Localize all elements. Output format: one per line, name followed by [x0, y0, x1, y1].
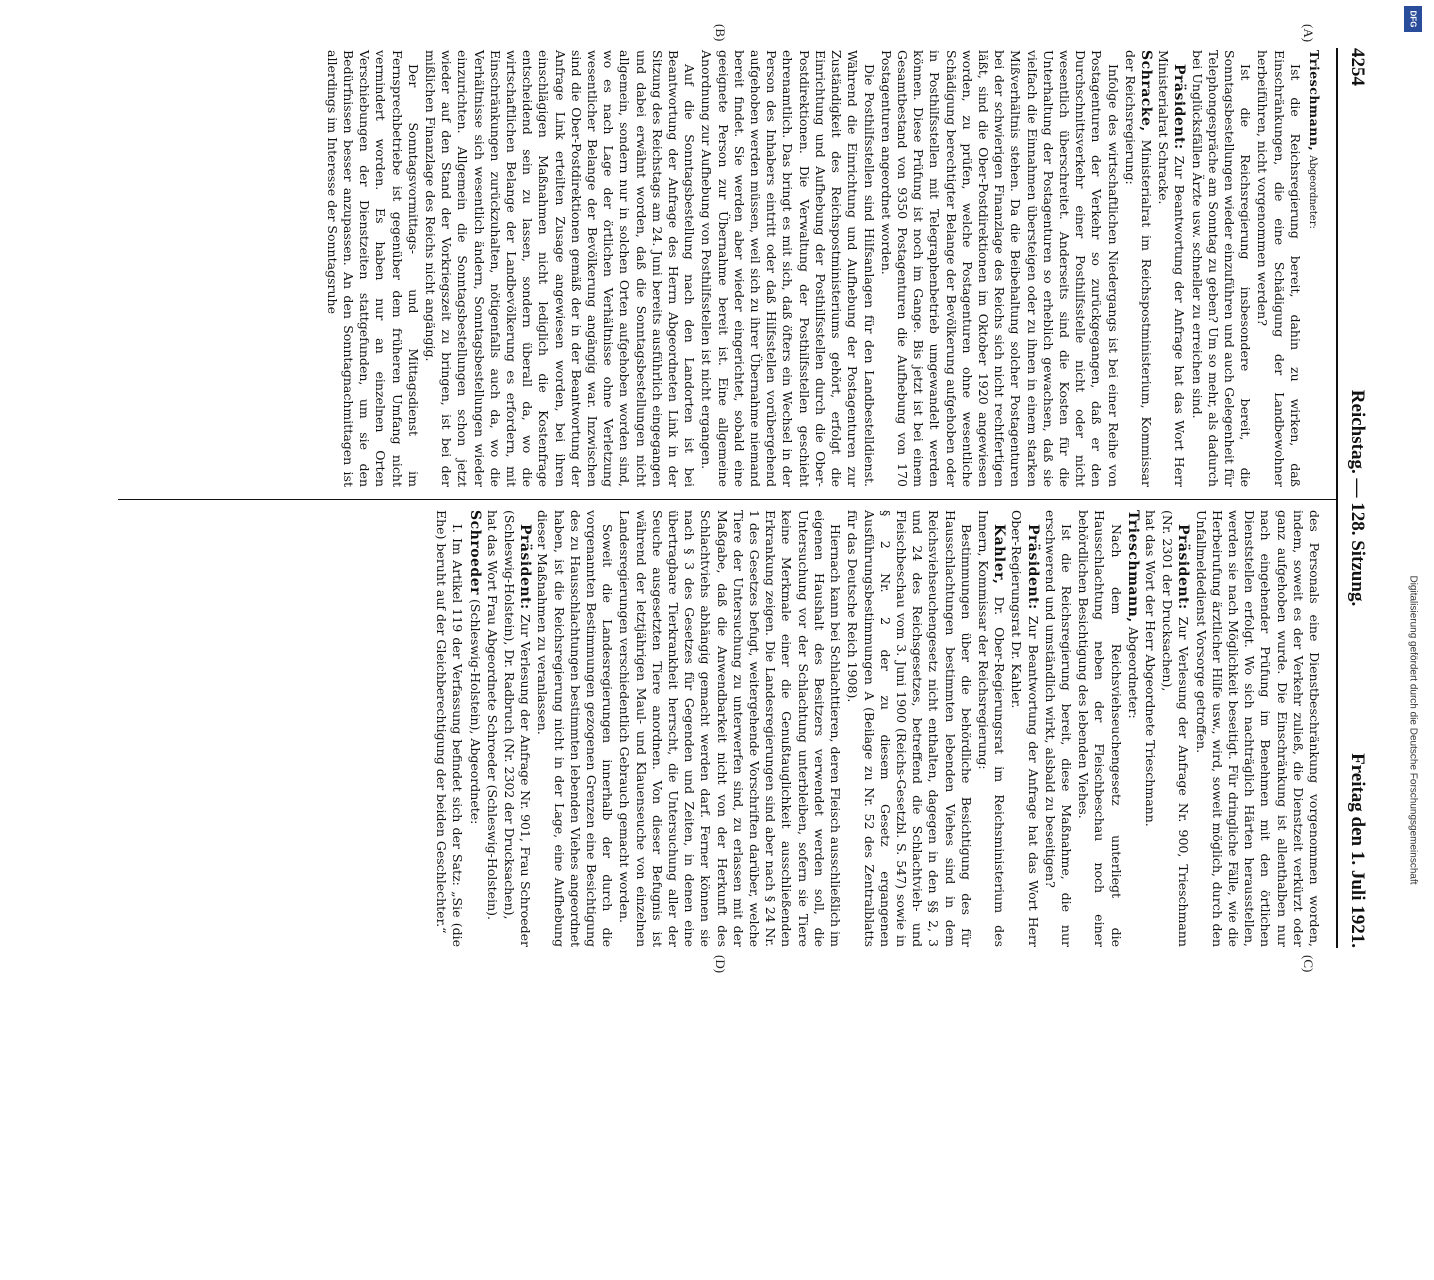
answer-paragraph: Bestimmungen über die behördliche Besichtigung des für Hausschlachtungen bestimmten lebenden Viehes sind in dem Reichsviehseuchengesetz nicht enthalten, dagegen in den §§ 2, 3 und 24 des Reichsgesetzes, betreffend die Schlachtvieh- und Fleischbeschau vom 3. Juni 1900 (Reichs-Gesetzbl. S. 547) sowie in § 2 Nr. 2 der zu diesem Gesetz ergangenen Ausführungsbestimmungen A (Beilage zu Nr. 52 des Zentralblatts für das Deutsche Reich 1908). [845, 510, 974, 947]
speaker-role: Abgeordneter: [1307, 155, 1318, 229]
question-paragraph: I. Im Artikel 119 der Verfassung befindet sich der Satz: „Sie (die Ehe) beruht auf der Gleichberechtigung der beiden Geschlechter.“ [434, 510, 466, 947]
speaker-role: Abgeordneter: [1125, 626, 1141, 719]
answer-paragraph: Die Posthilfsstellen sind Hilfsanlagen für den Landbestelldienst. Während die Einrichtung und Aufhebung der Postagenturen zur Zuständigkeit des Reichspostministeriums gehört, erfolgt die Einrichtung und Aufhebung der Posthilfsstellen durch die Ober-Postdirektionen. Die Verwaltung der Posthilfsstellen geschieht ehrenamtlich. Das bringt es mit sich, daß öfters ein Wechsel in der Person des Inhabers eintritt oder daß Hilfsstellen vorübergehend aufgehoben werden müssen, weil sich zu ihrer Übernahme niemand bereit findet. Sie werden aber wieder eingerichtet, sobald eine geeignete Person zur Übernahme bereit ist. Eine allgemeine Anordnung zur Aufhebung von Posthilfsstellen ist nicht ergangen. [699, 50, 877, 487]
president-line [501, 510, 533, 947]
answer-speaker: Kahler, [991, 524, 1008, 585]
answer-role: Dr. Ober-Regierungsrat im Reichsministerium des Innern, Kommissar der Reichsregierung: [975, 510, 1008, 947]
margin-letter-b: (B) [713, 24, 728, 42]
answer-paragraph: Hiernach kann bei Schlachttieren, deren Fleisch ausschließlich im eigenen Haushalt des Besitzers verwendet werden soll, die Untersuchung vor der Schlachtung unterbleiben, sofern sie Tiere keine Merkmale einer die Genußtauglichkeit ausschließenden Erkrankung zeigen. Die Landesregierungen sind aber nach § 24 Nr. 1 des Gesetzes befugt, weitergehende Vorschriften darüber, welche Tiere der Untersuchung zu unterwerfen sind, zu erlassen mit der Maßgabe, daß die Anwendbarkeit nicht von der Herkunft des Schlachtviehs abhängig gemacht werden darf. Ferner können sie nach § 3 des Gesetzes für Gegenden und Zeiten, in denen eine übertragbare Tierkrankheit herrscht, die Untersuchung aller der Seuche ausgesetzten Tiere anordnen. Von dieser Befugnis ist während der letztjährigen Maul- und Klauenseuche von einzelnen Landesregierungen verschiedentlich Gebrauch gemacht worden. [617, 510, 844, 947]
president-text: Zur Beantwortung der Anfrage hat das Wort Herr Ober-Regierungsrat Dr. Kahler. [1009, 510, 1041, 947]
session-title: Reichstag. — 128. Sitzung. [1347, 389, 1368, 607]
right-column [432, 510, 1322, 947]
header-rule [1336, 48, 1338, 948]
margin-letter-c: (C) [1301, 955, 1316, 973]
question-paragraph: Nach dem Reichsviehseuchengesetz unterliegt die Hausschlachtung neben der Fleischbeschau noch einer behördlichen Besichtigung des lebenden Viehes. [1076, 510, 1124, 947]
speaker-name: Schroeder [466, 510, 483, 596]
president-text: Zur Verlesung der Anfrage Nr. 901, Frau Schroeder (Schleswig-Holstein), Dr. Radbruch (Nr. 2302 der Drucksachen), [502, 510, 534, 947]
president-label: Präsident: [1024, 524, 1041, 610]
speaker-line [1304, 50, 1322, 487]
question-paragraph: Ist die Reichsregierung insbesondere bereit, die Sonntagsbestellungen wieder einzuführen und auch Gelegenheit für Telephongespräche am Sonntag zu geben? Um so mehr, als dadurch bei Unglücksfällen Ärzte usw. schneller zu erreichen sind. [1189, 50, 1254, 487]
question-paragraph: Ist die Reichsregierung bereit, diese Maßnahme, die nur erschwerend und umständlich wirkt, alsbald zu beseitigen? [1042, 510, 1074, 947]
session-date: Freitag den 1. Juli 1921. [1347, 753, 1368, 948]
page-header [1338, 48, 1368, 948]
answer-speaker-line [1122, 50, 1154, 487]
digitization-credit [1406, 180, 1420, 1280]
president-continuation: hat das Wort Frau Abgeordnete Schroeder (Schleswig-Holstein). [484, 510, 500, 920]
answer-speaker: Schracke, [1137, 50, 1154, 132]
speaker-role: (Schleswig-Holstein), Abgeordnete: [467, 599, 483, 825]
president-continuation: hat das Wort der Herr Abgeordnete Trieschmann. [1142, 510, 1158, 827]
president-line [1159, 510, 1191, 947]
speaker-line [466, 510, 482, 947]
margin-letter-d: (D) [713, 955, 728, 974]
page-number: 4254 [1347, 48, 1368, 86]
president-label: Präsident: [1171, 64, 1188, 150]
dfg-logo-icon [1404, 6, 1422, 32]
president-text: Zur Verlesung der Anfrage Nr. 900, Trieschmann (Nr. 2301 der Drucksachen), [1160, 510, 1192, 947]
president-line [1008, 510, 1040, 947]
credit-text: Digitalisierung gefördert durch die Deutsche Forschungsgemeinschaft [1407, 575, 1419, 885]
continued-paragraph: des Personals eine Dienstbeschränkung vorgenommen worden, indem, soweit es der Verkehr zuließ, die Dienstzeit verkürzt oder ganz aufgehoben wurde. Die Einschränkung ist allenthalben nur nach eingehender Prüfung im Benehmen mit den örtlichen Dienststellen erfolgt. Wo sich nachträglich Härten herausstellen, werden sie nach Möglichkeit beseitigt. Für dringliche Fälle, wie die Herbeirufung ärztlicher Hilfe usw., wird, soweit möglich, durch den Unfallmeldedienst Vorsorge getroffen. [1193, 510, 1322, 947]
margin-letter-a: (A) [1301, 24, 1316, 43]
answer-paragraph: Infolge des wirtschaftlichen Niedergangs ist bei einer Reihe von Postagenturen der Verkehr so zurückgegangen, daß er den Durchschnittsverkehr einer Posthilfsstelle nicht oder nicht wesentlich überschreitet. Anderseits sind die Kosten für die Unterhaltung der Postagenturen so erheblich gewachsen, daß sie vielfach die Einnahmen übersteigen oder zu ihnen in einem starken Mißverhältnis stehen. Da die Beibehaltung solcher Postagenturen bei der schwierigen Finanzlage des Reichs sich nicht rechtfertigen läßt, sind die Ober-Postdirektionen im Oktober 1920 angewiesen worden, zu prüfen, welche Postagenturen ohne wesentliche Schädigung berechtigter Belange der Bevölkerung aufgehoben oder in Posthilfsstellen mit Telegraphenbetrieb umgewandelt werden können. Diese Prüfung ist noch im Gange. Bis jetzt ist bei einem Gesamtbestand von 9350 Postagenturen die Aufhebung von 170 Postagenturen angeordnet worden. [878, 50, 1121, 487]
dfg-logo-text: DFG [1408, 10, 1418, 28]
president-label: Präsident: [1175, 524, 1192, 610]
speaker-line [1125, 510, 1141, 947]
column-divider [118, 499, 1336, 500]
answer-paragraph: Soweit die Landesregierungen innerhalb der durch die vorgenannten Bestimmungen gezogenen Grenzen eine Besichtigung des zu Hausschlachtungen bestimmten lebenden Viehes angeordnet haben, ist die Reichsregierung nicht in der Lage, eine Aufhebung dieser Maßnahmen zu veranlassen. [535, 510, 616, 947]
question-paragraph: Ist die Reichsregierung bereit, dahin zu wirken, daß Einschränkungen, die eine Schädigung der Landbewohner herbeiführen, nicht vorgenommen werden? [1255, 50, 1303, 487]
president-label: Präsident: [517, 524, 534, 610]
answer-role: Ministerialrat im Reichspostministerium, Kommissar der Reichsregierung: [1122, 50, 1154, 487]
answer-paragraph: Auf die Sonntagsbestellung nach den Landorten ist bei Beantwortung der Anfrage des Herrn Abgeordneten Link in der Sitzung des Reichstags am 24. Juni bereits ausführlich eingegangen und dabei erwähnt worden, daß die Sonntagsbestellungen nicht allgemein, sondern nur in solchen Orten aufgehoben worden sind, wo es nach Lage der örtlichen Verhältnisse ohne Verletzung wesentlicher Belange der Bevölkerung angängig war. Inzwischen sind die Ober-Postdirektionen gemäß der in der Beantwortung der Anfrage Link erteilten Zusage angewiesen worden, bei ihren einschlägigen Maßnahmen nicht lediglich die Kostenfrage entscheidend sein zu lassen, sondern überall da, wo die wirtschaftlichen Belange der Landbevölkerung es erfordern, mit Einschränkungen zurückzuhalten, nötigenfalls auch da, wo die Verhältnisse sich wesentlich ändern, Sonntagsbestellungen wieder einzurichten. Allgemein die Sonntagsbestellungen schon jetzt wieder auf den Stand der Vorkriegszeit zu bringen, ist bei der mißlichen Finanzlage des Reichs nicht angängig. [423, 50, 698, 487]
speaker-name: Trieschmann, [1307, 50, 1322, 152]
left-column [323, 50, 1322, 487]
answer-paragraph: Der Sonntagsvormittags- und Mittagsdienst im Fernsprechbetriebe ist gegenüber dem früheren Umfang nicht vermindert worden. Es haben nur an einzelnen Orten Verschiebungen der Dienstzeiten stattgefunden, um sie den Bedürfnissen besser anzupassen. An den Sonntagnachmittagen ist allerdings im Interesse der Sonntagsruhe [324, 50, 421, 487]
speaker-name: Trieschmann, [1124, 510, 1141, 623]
answer-speaker-line [975, 510, 1007, 947]
president-line [1155, 50, 1187, 487]
president-text: Zur Beantwortung der Anfrage hat das Wort Herr Ministerialrat Schracke. [1156, 50, 1188, 487]
